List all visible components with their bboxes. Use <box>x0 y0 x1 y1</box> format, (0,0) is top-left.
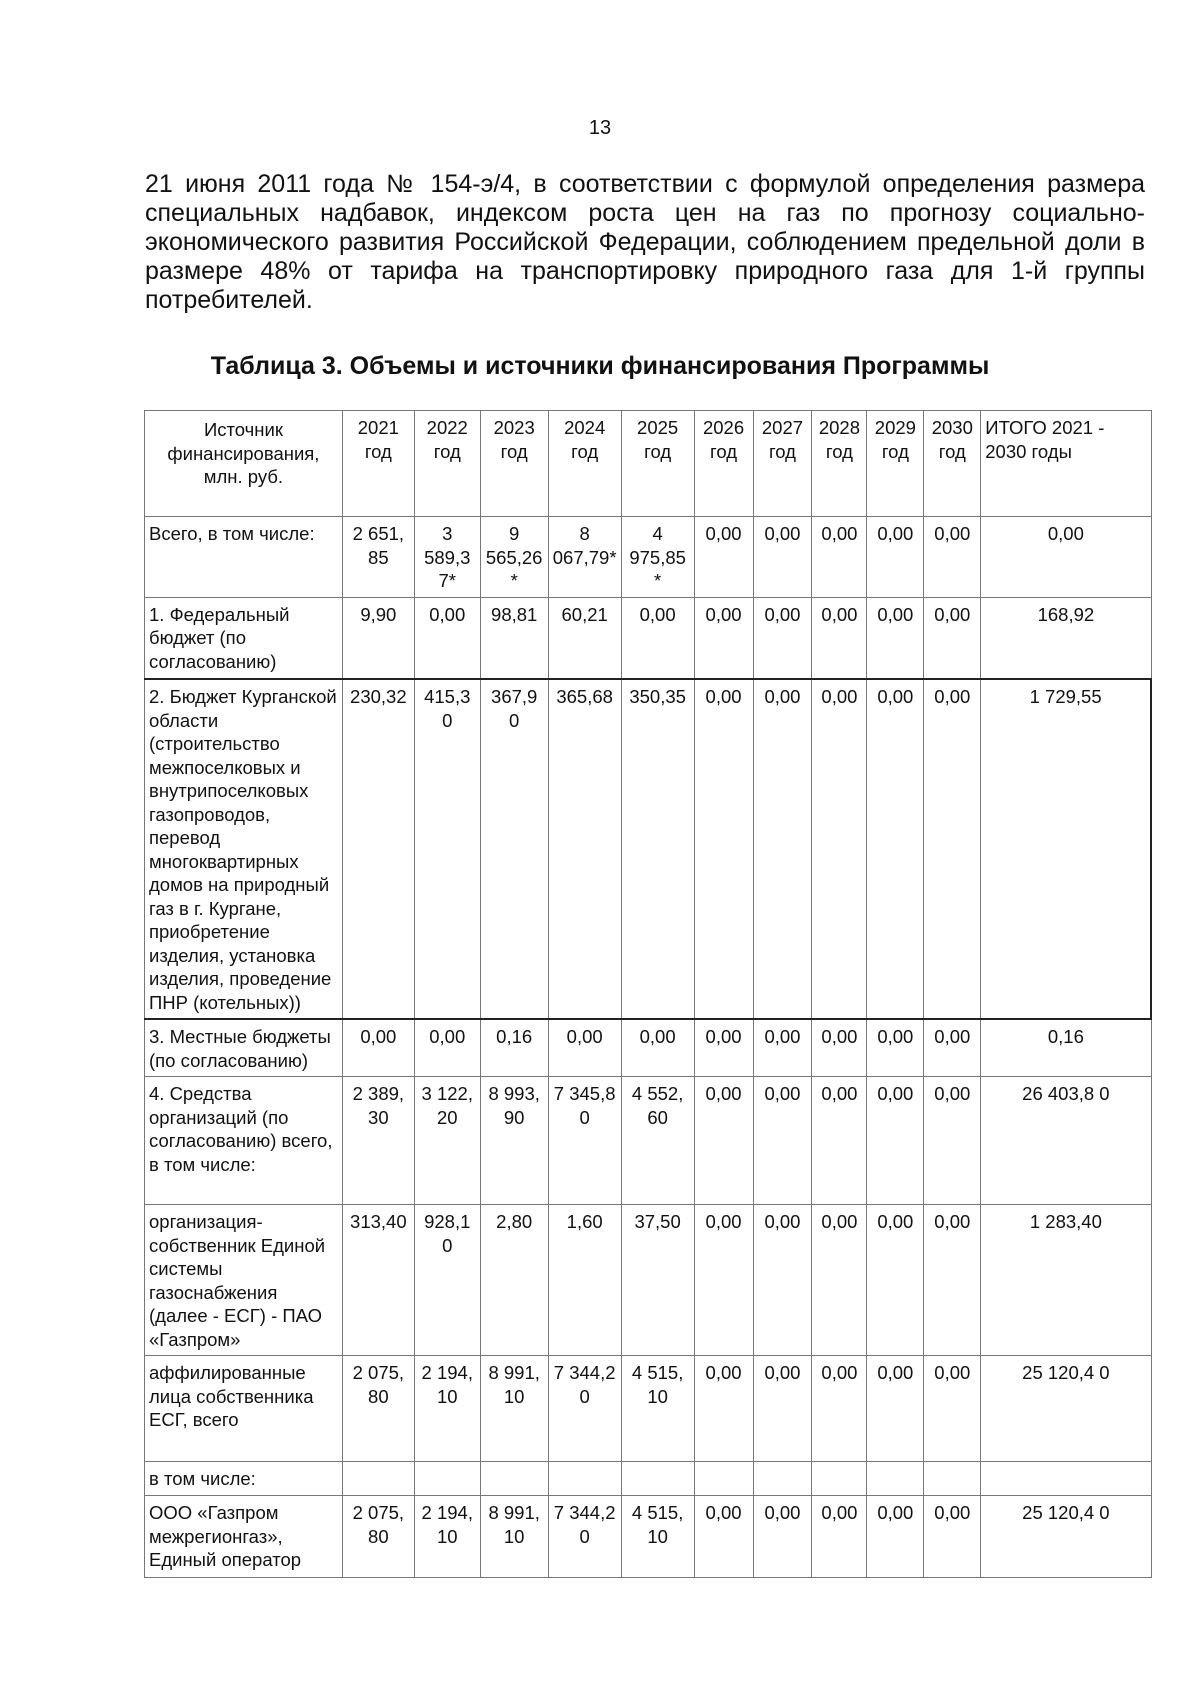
table-row <box>145 597 1152 679</box>
cell-value: 1 729,55 <box>981 679 1151 1019</box>
col-header: 2026 год <box>694 411 753 517</box>
row-label: 1. Федеральный бюджет (по согласованию) <box>145 597 343 679</box>
cell-value: 4 552, 60 <box>621 1077 694 1205</box>
table-row <box>145 517 1152 598</box>
col-header: 2024 год <box>548 411 621 517</box>
cell-value: 7 345,8 0 <box>548 1077 621 1205</box>
cell-value <box>548 1462 621 1496</box>
cell-value: 0,00 <box>867 517 924 598</box>
cell-value: 168,92 <box>981 597 1151 679</box>
col-header: 2023 год <box>480 411 548 517</box>
table-row <box>145 1496 1152 1578</box>
cell-value <box>867 1462 924 1496</box>
cell-value: 2 194, 10 <box>414 1356 480 1462</box>
cell-value: 0,00 <box>753 1077 812 1205</box>
cell-value: 8 991, 10 <box>480 1496 548 1578</box>
cell-value: 0,00 <box>694 1205 753 1356</box>
cell-value: 230,32 <box>342 679 414 1019</box>
cell-value: 0,16 <box>981 1019 1151 1077</box>
row-label: Всего, в том числе: <box>145 517 343 598</box>
cell-value <box>694 1462 753 1496</box>
cell-value: 7 344,2 0 <box>548 1496 621 1578</box>
cell-value: 1,60 <box>548 1205 621 1356</box>
cell-value: 3 589,3 7* <box>414 517 480 598</box>
cell-value: 0,00 <box>924 1077 981 1205</box>
cell-value <box>812 1462 867 1496</box>
cell-value: 0,00 <box>924 597 981 679</box>
cell-value: 2 075, 80 <box>342 1356 414 1462</box>
cell-value: 0,00 <box>867 1205 924 1356</box>
cell-value: 8 067,79* <box>548 517 621 598</box>
col-header: 2021 год <box>342 411 414 517</box>
cell-value <box>753 1462 812 1496</box>
table-row <box>145 1205 1152 1356</box>
cell-value: 1 283,40 <box>981 1205 1151 1356</box>
cell-value: 4 515, 10 <box>621 1496 694 1578</box>
row-label: организация-собственник Единой системы газоснабжения (далее - ЕСГ) - ПАО «Газпром» <box>145 1205 343 1356</box>
cell-value: 2,80 <box>480 1205 548 1356</box>
table-row <box>145 1019 1152 1077</box>
table-caption: Таблица 3. Объемы и источники финансирования Программы <box>210 352 990 380</box>
financing-table <box>144 410 1152 1578</box>
intro-paragraph: 21 июня 2011 года № 154-э/4, в соответствии с формулой определения размера специальных надбавок, индексом роста цен на газ по прогнозу социально-экономического развития Российской Федерации, соблюдением предельной доли в размере 48% от тарифа на транспортировку природного газа для 1-й группы потребителей. <box>145 170 1145 314</box>
cell-value: 8 993, 90 <box>480 1077 548 1205</box>
cell-value: 8 991, 10 <box>480 1356 548 1462</box>
cell-value: 0,00 <box>924 1205 981 1356</box>
cell-value: 415,3 0 <box>414 679 480 1019</box>
cell-value: 2 651, 85 <box>342 517 414 598</box>
cell-value: 0,00 <box>812 1356 867 1462</box>
table-row <box>145 1356 1152 1462</box>
cell-value: 0,00 <box>867 1019 924 1077</box>
col-header: 2030 год <box>924 411 981 517</box>
row-label: 3. Местные бюджеты (по согласованию) <box>145 1019 343 1077</box>
cell-value: 25 120,4 0 <box>981 1356 1151 1462</box>
cell-value <box>480 1462 548 1496</box>
cell-value: 0,00 <box>812 1077 867 1205</box>
cell-value: 0,00 <box>867 679 924 1019</box>
cell-value: 0,00 <box>867 1496 924 1578</box>
cell-value: 0,00 <box>414 597 480 679</box>
cell-value: 0,00 <box>924 679 981 1019</box>
cell-value: 0,00 <box>694 1019 753 1077</box>
cell-value: 2 194, 10 <box>414 1496 480 1578</box>
cell-value: 0,00 <box>867 1077 924 1205</box>
cell-value: 0,00 <box>753 1019 812 1077</box>
cell-value: 37,50 <box>621 1205 694 1356</box>
cell-value: 0,00 <box>924 1356 981 1462</box>
cell-value: 98,81 <box>480 597 548 679</box>
cell-value: 0,00 <box>753 1496 812 1578</box>
cell-value: 26 403,8 0 <box>981 1077 1151 1205</box>
cell-value: 0,00 <box>812 597 867 679</box>
cell-value: 0,00 <box>812 1496 867 1578</box>
cell-value: 350,35 <box>621 679 694 1019</box>
table-row <box>145 1462 1152 1496</box>
cell-value: 0,00 <box>867 1356 924 1462</box>
cell-value: 367,9 0 <box>480 679 548 1019</box>
row-label: в том числе: <box>145 1462 343 1496</box>
cell-value <box>414 1462 480 1496</box>
cell-value: 0,00 <box>548 1019 621 1077</box>
cell-value: 0,00 <box>414 1019 480 1077</box>
table-row <box>145 1077 1152 1205</box>
cell-value: 0,00 <box>812 679 867 1019</box>
cell-value: 0,00 <box>694 1496 753 1578</box>
col-header: 2022 год <box>414 411 480 517</box>
cell-value: 0,00 <box>753 679 812 1019</box>
cell-value: 9 565,26 * <box>480 517 548 598</box>
cell-value: 0,00 <box>694 1077 753 1205</box>
cell-value <box>342 1462 414 1496</box>
cell-value: 0,00 <box>753 517 812 598</box>
table-row <box>145 679 1152 1019</box>
cell-value: 2 389, 30 <box>342 1077 414 1205</box>
cell-value: 0,00 <box>812 1205 867 1356</box>
cell-value <box>924 1462 981 1496</box>
cell-value: 0,00 <box>621 1019 694 1077</box>
cell-value: 25 120,4 0 <box>981 1496 1151 1578</box>
cell-value: 4 515, 10 <box>621 1356 694 1462</box>
row-label: ООО «Газпром межрегионгаз», Единый оператор <box>145 1496 343 1578</box>
cell-value: 928,1 0 <box>414 1205 480 1356</box>
page-number: 13 <box>588 117 612 139</box>
cell-value <box>981 1462 1151 1496</box>
cell-value: 0,00 <box>812 1019 867 1077</box>
cell-value: 60,21 <box>548 597 621 679</box>
cell-value: 7 344,2 0 <box>548 1356 621 1462</box>
cell-value: 9,90 <box>342 597 414 679</box>
cell-value: 0,00 <box>924 1496 981 1578</box>
col-header: ИТОГО 2021 - 2030 годы <box>981 411 1151 517</box>
cell-value: 0,00 <box>621 597 694 679</box>
cell-value: 365,68 <box>548 679 621 1019</box>
row-label: 4. Средства организаций (по согласованию) всего, в том числе: <box>145 1077 343 1205</box>
cell-value: 313,40 <box>342 1205 414 1356</box>
row-label: 2. Бюджет Курганской области (строительство межпоселковых и внутрипоселковых газопроводов, перевод многоквартирных домов на природный газ в г. Кургане, приобретение изделия, установка изделия, проведение ПНР (котельных)) <box>145 679 343 1019</box>
col-header: 2028 год <box>812 411 867 517</box>
row-label: аффилированные лица собственника ЕСГ, всего <box>145 1356 343 1462</box>
cell-value: 0,00 <box>753 597 812 679</box>
cell-value: 0,00 <box>694 517 753 598</box>
cell-value: 0,16 <box>480 1019 548 1077</box>
cell-value: 4 975,85 * <box>621 517 694 598</box>
col-header: 2029 год <box>867 411 924 517</box>
cell-value: 0,00 <box>753 1356 812 1462</box>
col-header: 2025 год <box>621 411 694 517</box>
cell-value: 0,00 <box>753 1205 812 1356</box>
cell-value: 0,00 <box>342 1019 414 1077</box>
cell-value: 0,00 <box>694 679 753 1019</box>
cell-value: 0,00 <box>867 597 924 679</box>
cell-value: 0,00 <box>924 517 981 598</box>
cell-value <box>621 1462 694 1496</box>
cell-value: 0,00 <box>694 1356 753 1462</box>
col-header: 2027 год <box>753 411 812 517</box>
cell-value: 0,00 <box>924 1019 981 1077</box>
cell-value: 0,00 <box>812 517 867 598</box>
cell-value: 2 075, 80 <box>342 1496 414 1578</box>
cell-value: 3 122, 20 <box>414 1077 480 1205</box>
cell-value: 0,00 <box>981 517 1151 598</box>
header-row <box>145 411 1152 517</box>
col-header: Источник финансирования, млн. руб. <box>145 411 343 517</box>
cell-value: 0,00 <box>694 597 753 679</box>
